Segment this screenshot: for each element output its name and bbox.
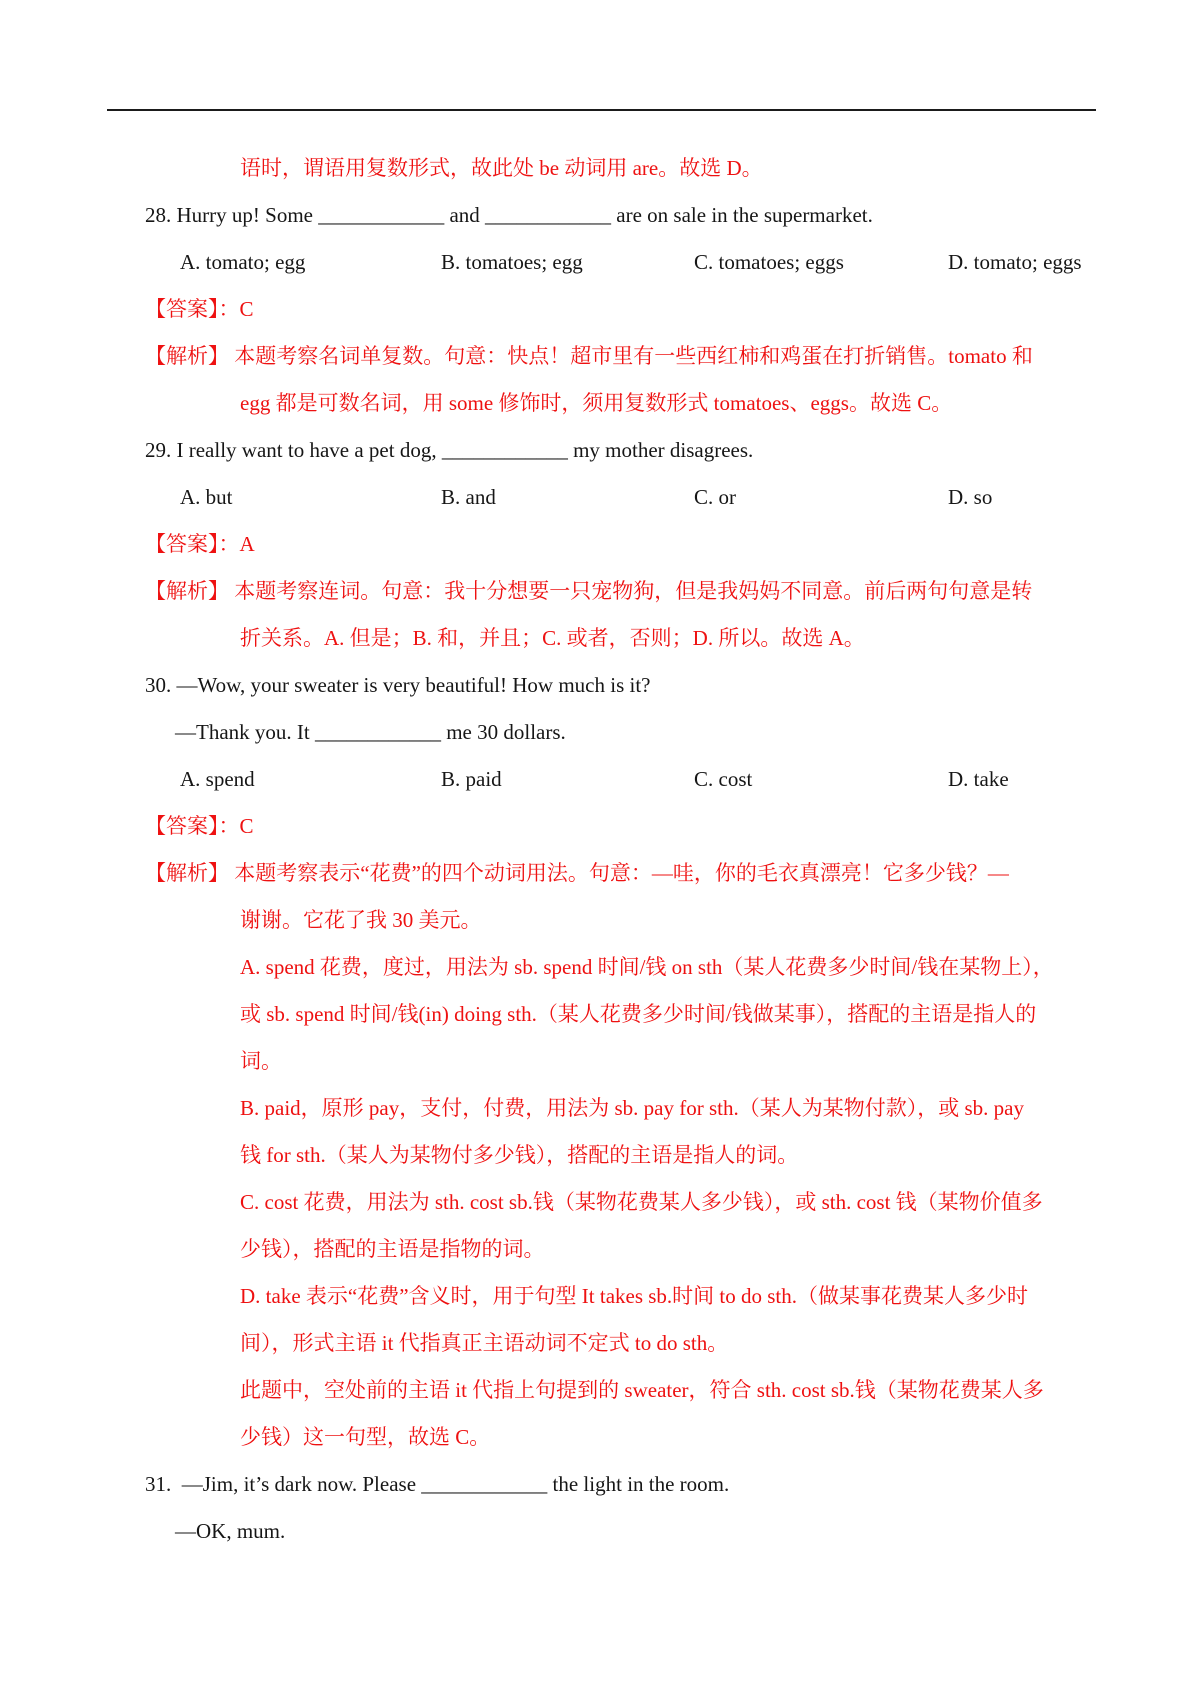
question-28-answer: 【答案】：C [145, 297, 254, 321]
question-30-prompt-line-2: —Thank you. It ____________ me 30 dollars. [175, 720, 566, 744]
question-29-prompt: 29. I really want to have a pet dog, ____________ my mother disagrees. [145, 438, 754, 462]
question-30-option-b: B. paid [441, 767, 502, 791]
question-30-options-row [0, 756, 1200, 803]
question-30-analysis-line-7: 钱 for sth.（某人为某物付多少钱），搭配的主语是指人的词。 [240, 1143, 799, 1167]
analysis-27-tail: 语时，谓语用复数形式，故此处 be 动词用 are。故选 D。 [240, 156, 763, 180]
question-30-analysis-line-6: B. paid，原形 pay，支付，付费，用法为 sb. pay for sth.（某人为某物付款），或 sb. pay [240, 1096, 1024, 1120]
question-31-prompt-line-1: 31. —Jim, it’s dark now. Please ____________ the light in the room. [145, 1472, 730, 1496]
question-30-analysis-line-13: 少钱）这一句型，故选 C。 [240, 1425, 491, 1449]
question-29-option-d: D. so [948, 485, 993, 509]
question-30-answer: 【答案】：C [145, 814, 254, 838]
question-30-analysis-line-3: A. spend 花费，度过，用法为 sb. spend 时间/钱 on sth（某人花费多少时间/钱在某物上）， [240, 955, 1054, 979]
question-29-options-row [0, 474, 1200, 521]
question-29-option-a: A. but [180, 485, 233, 509]
question-28-options-row [0, 239, 1200, 286]
question-29-analysis-line-1: 【解析】 本题考察连词。句意：我十分想要一只宠物狗，但是我妈妈不同意。前后两句句意是转 [145, 579, 1033, 603]
question-28-option-d: D. tomato; eggs [948, 250, 1082, 274]
question-30-analysis-line-1: 【解析】 本题考察表示“花费”的四个动词用法。句意：—哇，你的毛衣真漂亮！它多少钱？— [145, 861, 1009, 885]
question-30-option-c: C. cost [694, 767, 753, 791]
question-28-option-c: C. tomatoes; eggs [694, 250, 844, 274]
question-29-answer: 【答案】：A [145, 532, 255, 556]
question-30-option-a: A. spend [180, 767, 255, 791]
question-30-analysis-line-4: 或 sb. spend 时间/钱(in) doing sth.（某人花费多少时间/钱做某事），搭配的主语是指人的 [240, 1002, 1037, 1026]
question-30-analysis-line-10: D. take 表示“花费”含义时，用于句型 It takes sb.时间 to do sth.（做某事花费某人多少时 [240, 1284, 1029, 1308]
question-31-prompt-line-2: —OK, mum. [175, 1519, 286, 1543]
question-29-analysis-line-2: 折关系。A. 但是；B. 和，并且；C. 或者，否则；D. 所以。故选 A。 [240, 626, 865, 650]
question-30-analysis-line-12: 此题中，空处前的主语 it 代指上句提到的 sweater，符合 sth. cost sb.钱（某物花费某人多 [240, 1378, 1044, 1402]
question-30-analysis-line-5: 词。 [240, 1049, 282, 1073]
question-30-analysis-line-8: C. cost 花费，用法为 sth. cost sb.钱（某物花费某人多少钱），或 sth. cost 钱（某物价值多 [240, 1190, 1043, 1214]
question-30-analysis-line-9: 少钱），搭配的主语是指物的词。 [240, 1237, 545, 1261]
question-30-analysis-line-11: 间），形式主语 it 代指真正主语动词不定式 to do sth。 [240, 1331, 729, 1355]
question-30-analysis-line-2: 谢谢。它花了我 30 美元。 [240, 908, 482, 932]
question-28-prompt: 28. Hurry up! Some ____________ and ____________ are on sale in the supermarket. [145, 203, 873, 227]
question-29-option-c: C. or [694, 485, 736, 509]
question-30-prompt-line-1: 30. —Wow, your sweater is very beautiful! How much is it? [145, 673, 651, 697]
question-30-option-d: D. take [948, 767, 1009, 791]
document-body [0, 145, 1200, 1555]
question-28-analysis-line-2: egg 都是可数名词，用 some 修饰时，须用复数形式 tomatoes、eggs。故选 C。 [240, 391, 953, 415]
question-28-option-a: A. tomato; egg [180, 250, 306, 274]
page-divider-line [107, 109, 1096, 111]
question-28-option-b: B. tomatoes; egg [441, 250, 583, 274]
question-28-analysis-line-1: 【解析】 本题考察名词单复数。句意：快点！超市里有一些西红柿和鸡蛋在打折销售。tomato 和 [145, 344, 1033, 368]
question-29-option-b: B. and [441, 485, 496, 509]
